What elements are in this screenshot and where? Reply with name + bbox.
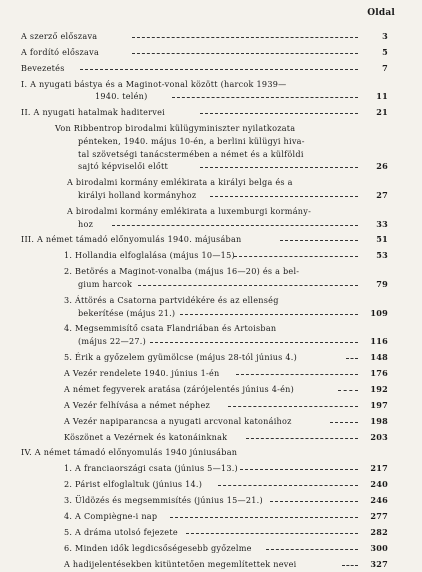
toc-entry-line — [0, 79, 422, 92]
leader-dashes — [180, 314, 358, 315]
toc-entry-line — [0, 384, 422, 397]
leader-dashes — [270, 501, 358, 502]
leader-dashes — [228, 406, 358, 407]
toc-page-number: 51 — [376, 234, 388, 245]
toc-entry-line — [0, 368, 422, 381]
toc-entry-title: 1. Hollandia elfoglalása (május 10—15) — [64, 250, 235, 261]
leader-dashes — [280, 240, 358, 241]
leader-dashes — [170, 517, 358, 518]
toc-entry-title: 1. A franciaországi csata (június 5—13.) — [64, 463, 238, 474]
toc-entry-title: A birodalmi kormány emlékirata a luxemburgi kormány- — [67, 205, 312, 216]
toc-entry-line — [0, 352, 422, 365]
toc-page-number: 79 — [376, 278, 388, 289]
toc-page-number: 203 — [370, 431, 388, 442]
toc-entry-line — [0, 250, 422, 263]
toc-entry-line — [0, 31, 422, 44]
toc-entry-line — [0, 107, 422, 120]
toc-entry-title: hoz — [78, 218, 94, 229]
leader-dashes — [210, 196, 358, 197]
toc-entry-title: bekerítése (május 21.) — [78, 307, 176, 318]
toc-entry-title: 3. Üldözés és megsemmisítés (június 15—21.) — [64, 495, 263, 506]
toc-entry-title: tal szövetségi tanácstermében a német és a külföldi — [78, 148, 304, 159]
toc-page-number: 116 — [370, 336, 388, 347]
toc-entry-title: 4. Megsemmisítő csata Flandriában és Artoisban — [64, 323, 277, 334]
toc-page-number: 7 — [382, 62, 388, 73]
toc-entry-title: Köszönet a Vezérnek és katonáinknak — [64, 431, 228, 442]
toc-page-number: 3 — [382, 31, 388, 41]
toc-page-number: 33 — [376, 218, 388, 229]
toc-entry-title: A fordító előszava — [21, 46, 100, 57]
toc-entry-continuation — [0, 149, 422, 162]
toc-entry-title: 5. A dráma utolsó fejezete — [64, 526, 178, 537]
toc-entry-line — [0, 63, 422, 76]
toc-entry-line — [0, 400, 422, 413]
toc-entry-title: A Vezér rendelete 1940. június 1-én — [64, 367, 220, 378]
leader-dashes — [200, 113, 358, 114]
toc-entry-title: Bevezetés — [21, 62, 65, 73]
leader-dashes — [186, 533, 358, 534]
toc-entry-title: A Vezér felhívása a német néphez — [64, 399, 211, 410]
toc-page-number: 148 — [370, 352, 388, 362]
leader-dashes — [80, 69, 358, 70]
toc-entry-line — [0, 463, 422, 476]
leader-dashes — [112, 225, 358, 226]
leader-dashes — [338, 390, 358, 391]
toc-page-number: 176 — [370, 367, 388, 378]
toc-entry-line — [0, 206, 422, 219]
toc-entry-title: A szerző előszava — [21, 31, 98, 41]
leader-dashes — [266, 549, 358, 550]
toc-entry-title: A Vezér napiparancsa a nyugati arcvonal katonáihoz — [64, 415, 292, 426]
leader-dashes — [218, 485, 358, 486]
toc-entry-continuation — [0, 190, 422, 203]
toc-entry-continuation — [0, 336, 422, 349]
toc-page-number: 11 — [376, 91, 388, 102]
toc-entry-line — [0, 495, 422, 508]
toc-entry-title: A hadijelentésekben kitüntetően megemlítettek nevei — [64, 558, 297, 569]
toc-page-number: 240 — [370, 479, 388, 490]
toc-page-number: 277 — [370, 511, 388, 521]
toc-page-number: 26 — [376, 161, 388, 172]
toc-entry-title: I. A nyugati bástya és a Maginot-vonal között (harcok 1939— — [21, 78, 287, 89]
toc-entry-line — [0, 123, 422, 136]
toc-entry-title: 6. Minden idők legdicsőségesebb győzelme — [64, 542, 252, 553]
toc-entry-line — [0, 447, 422, 460]
toc-entry-line — [0, 559, 422, 572]
leader-dashes — [150, 342, 358, 343]
toc-entry-line — [0, 323, 422, 336]
toc-entry-line — [0, 177, 422, 190]
toc-entry-continuation — [0, 308, 422, 321]
leader-dashes — [246, 438, 358, 439]
toc-entry-continuation — [0, 91, 422, 104]
toc-entry-continuation — [0, 161, 422, 174]
toc-page-number: 27 — [376, 189, 388, 200]
toc-entry-title: gium harcok — [78, 278, 133, 289]
toc-entry-title: 4. A Compiègne-i nap — [64, 511, 158, 521]
toc-entry-line — [0, 234, 422, 247]
toc-entry-title: 5. Érik a győzelem gyümölcse (május 28-tól június 4.) — [64, 352, 298, 362]
toc-entry-continuation — [0, 136, 422, 149]
leader-dashes — [234, 256, 358, 257]
toc-entry-line — [0, 479, 422, 492]
toc-entry-title: 3. Áttörés a Csatorna partvidékére és az ellenség — [64, 294, 279, 305]
leader-dashes — [172, 97, 358, 98]
leader-dashes — [342, 565, 358, 566]
toc-page-number: 327 — [370, 558, 388, 569]
toc-page-number: 217 — [370, 463, 388, 474]
page-column-header: Oldal — [367, 8, 395, 18]
leader-dashes — [132, 37, 358, 38]
toc-entry-title: 2. Betörés a Maginot-vonalba (május 16—20) és a bel- — [64, 266, 300, 277]
leader-dashes — [346, 358, 358, 359]
leader-dashes — [240, 469, 358, 470]
toc-entry-title: 1940. telén) — [95, 91, 148, 102]
toc-entry-title: II. A nyugati hatalmak haditervei — [21, 107, 165, 118]
toc-page-number: 197 — [370, 399, 388, 410]
toc-page-number: 109 — [370, 307, 388, 318]
leader-dashes — [138, 285, 358, 286]
toc-entry-line — [0, 432, 422, 445]
leader-dashes — [200, 167, 358, 168]
toc-page-number: 53 — [376, 250, 388, 261]
toc-entry-title: A német fegyverek aratása (zárójelentés június 4-én) — [64, 383, 295, 394]
toc-page-number: 5 — [382, 46, 388, 57]
toc-page-number: 282 — [370, 526, 388, 537]
toc-entry-continuation — [0, 279, 422, 292]
toc-page-number: 21 — [376, 107, 388, 118]
leader-dashes — [330, 422, 358, 423]
toc-page-number: 300 — [370, 542, 388, 553]
toc-entry-title: pénteken, 1940. május 10-én, a berlini külügyi hiva- — [78, 135, 305, 146]
toc-entry-title: sajtó képviselői előtt — [78, 161, 169, 172]
toc-entry-title: Von Ribbentrop birodalmi külügyminiszter nyilatkozata — [55, 123, 296, 134]
toc-entry-title: 2. Párist elfoglaltuk (június 14.) — [64, 479, 203, 490]
toc-entry-line — [0, 527, 422, 540]
toc-entry-line — [0, 416, 422, 429]
toc-page-number: 246 — [370, 495, 388, 506]
toc-entry-line — [0, 266, 422, 279]
toc-entry-title: királyi holland kormányhoz — [78, 189, 197, 200]
toc-page-number: 192 — [370, 383, 388, 394]
toc-entry-title: (május 22—27.) — [78, 336, 147, 347]
toc-entry-title: A birodalmi kormány emlékirata a királyi belga és a — [67, 177, 293, 188]
leader-dashes — [236, 374, 358, 375]
toc-entry-title: IV. A német támadó előnyomulás 1940 júniusában — [21, 447, 238, 458]
leader-dashes — [132, 53, 358, 54]
toc-page-number: 198 — [370, 415, 388, 426]
toc-entry-title: III. A német támadó előnyomulás 1940. májusában — [21, 234, 242, 245]
toc-entry-line — [0, 47, 422, 60]
toc-entry-continuation — [0, 219, 422, 232]
toc-entry-line — [0, 511, 422, 524]
toc-entry-line — [0, 295, 422, 308]
